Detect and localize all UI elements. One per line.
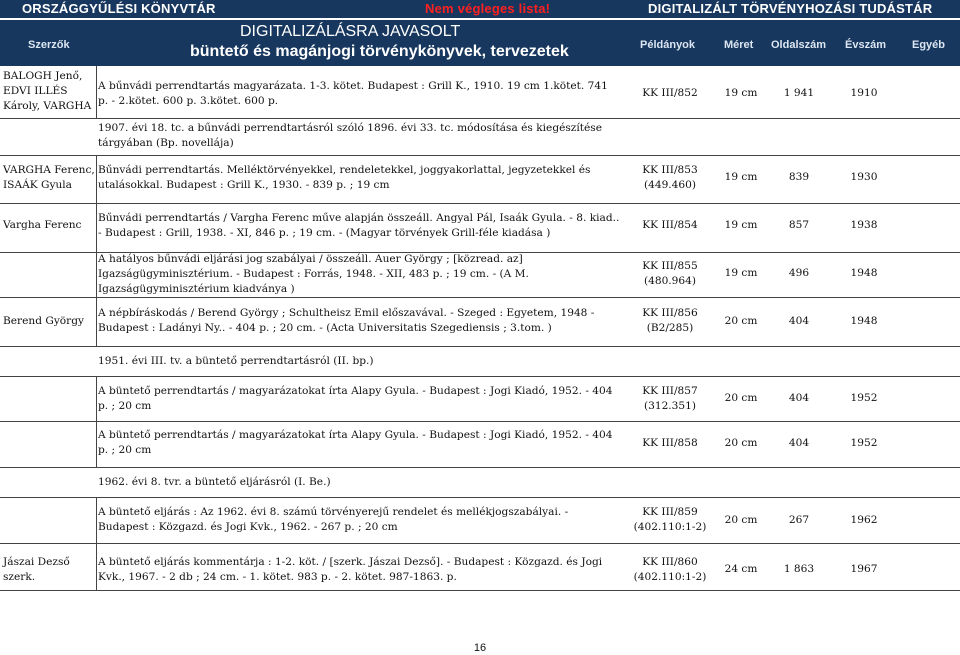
header-other: Egyéb bbox=[912, 39, 946, 51]
column-divider bbox=[96, 66, 97, 118]
row-divider bbox=[0, 543, 960, 544]
size-cell: 20 cm bbox=[724, 392, 758, 404]
header-pages: Oldalszám bbox=[771, 39, 827, 51]
pages-cell: 1 941 bbox=[783, 87, 815, 99]
year-cell: 1948 bbox=[850, 315, 878, 327]
row-divider bbox=[0, 346, 960, 347]
description-cell: A büntető perrendtartás / magyarázatokat írta Alapy Gyula. - Budapest : Jogi Kiadó, 1952. - 404 p. ; 20 cm bbox=[98, 429, 613, 456]
header-title-line2: büntető és magánjogi törvénykönyvek, tervezetek bbox=[190, 43, 569, 60]
author-cell: BALOGH Jenő, EDVI ILLÉS Károly, VARGHA bbox=[3, 70, 92, 112]
description-cell: Bűnvádi perrendtartás / Vargha Ferenc műve alapján összeáll. Angyal Pál, Isaák Gyula. - 8. kiad.. - Budapest : Grill, 1938. - XI, 846 p. ; 19 cm. - (Magyar törvények Grill-féle kiadása ) bbox=[98, 212, 620, 239]
size-cell: 20 cm bbox=[724, 514, 758, 526]
header-year: Évszám bbox=[845, 39, 886, 51]
row-divider bbox=[0, 118, 960, 119]
copy-cell: KK III/860 (402.110:1-2) bbox=[633, 556, 707, 583]
description-cell: A bűnvádi perrendtartás magyarázata. 1-3. kötet. Budapest : Grill K., 1910. 19 cm 1.kötet. 741 p. - 2.kötet. 600 p. 3.kötet. 600 p. bbox=[98, 80, 608, 107]
author-cell: Berend György bbox=[3, 315, 85, 327]
column-divider bbox=[96, 376, 97, 467]
row-divider bbox=[0, 203, 960, 204]
copy-cell: KK III/852 bbox=[642, 87, 698, 99]
copy-cell: KK III/855 (480.964) bbox=[642, 260, 698, 287]
year-cell: 1952 bbox=[850, 437, 878, 449]
header-copies: Példányok bbox=[640, 39, 696, 51]
pages-cell: 839 bbox=[788, 171, 810, 183]
row-divider bbox=[0, 467, 960, 468]
row-divider bbox=[0, 590, 960, 591]
size-cell: 20 cm bbox=[724, 437, 758, 449]
header-size: Méret bbox=[724, 39, 754, 51]
page-number: 16 bbox=[473, 642, 487, 654]
section-heading: 1907. évi 18. tc. a bűnvádi perrendtartásról szóló 1896. évi 33. tc. módosítása és kiegészítése tárgyában (Bp. novellája) bbox=[98, 122, 603, 149]
section-heading: 1962. évi 8. tvr. a büntető eljárásról (I. Be.) bbox=[98, 476, 331, 488]
copy-cell: KK III/854 bbox=[642, 219, 698, 231]
column-divider bbox=[96, 155, 97, 346]
year-cell: 1952 bbox=[850, 392, 878, 404]
column-divider bbox=[96, 497, 97, 590]
pages-cell: 857 bbox=[788, 219, 810, 231]
description-cell: A népbíráskodás / Berend György ; Schultheisz Emil előszavával. - Szeged : Egyetem, 1948 - Budapest : Ladányi Ny.. - 404 p. ; 20 cm. - (Acta Universitatis Szegediensis ; 3.tom. ) bbox=[98, 307, 595, 334]
description-cell: Bűnvádi perrendtartás. Melléktörvényekkel, rendeletekkel, joggyakorlattal, jegyzetekkel és utalásokkal. Budapest : Grill K., 1930. - 839 p. ; 19 cm bbox=[98, 164, 591, 191]
section-heading: 1951. évi III. tv. a büntető perrendtartásról (II. bp.) bbox=[98, 355, 374, 367]
repository-name: DIGITALIZÁLT TÖRVÉNYHOZÁSI TUDÁSTÁR bbox=[648, 1, 933, 16]
header-authors: Szerzők bbox=[28, 39, 70, 51]
header-title-line1: DIGITALIZÁLÁSRA JAVASOLT bbox=[240, 23, 461, 40]
year-cell: 1910 bbox=[850, 87, 878, 99]
author-cell: Jászai Dezső szerk. bbox=[3, 556, 70, 583]
description-cell: A hatályos bűnvádi eljárási jog szabályai / összeáll. Auer György ; [közread. az] Igazságügyminisztérium. - Budapest : Forrás, 1948. - XII, 483 p. ; 19 cm. - (A M. Igazságügyminisztérium kiadványa ) bbox=[98, 253, 529, 295]
pages-cell: 1 863 bbox=[783, 563, 815, 575]
pages-cell: 404 bbox=[788, 437, 810, 449]
author-cell: VARGHA Ferenc, ISAÁK Gyula bbox=[3, 164, 95, 191]
pages-cell: 496 bbox=[788, 267, 810, 279]
copy-cell: KK III/858 bbox=[642, 437, 698, 449]
row-divider bbox=[0, 155, 960, 156]
copy-cell: KK III/856 (B2/285) bbox=[642, 307, 698, 334]
size-cell: 19 cm bbox=[724, 87, 758, 99]
table-header bbox=[0, 20, 960, 66]
description-cell: A büntető eljárás kommentárja : 1-2. köt. / [szerk. Jászai Dezső]. - Budapest : Közgazd. és Jogi Kvk., 1967. - 2 db ; 24 cm. - 1. kötet. 983 p. - 2. kötet. 987-1863. p. bbox=[98, 556, 603, 583]
size-cell: 19 cm bbox=[724, 171, 758, 183]
description-cell: A büntető perrendtartás / magyarázatokat írta Alapy Gyula. - Budapest : Jogi Kiadó, 1952. - 404 p. ; 20 cm bbox=[98, 385, 613, 412]
pages-cell: 267 bbox=[788, 514, 810, 526]
top-banner bbox=[0, 0, 960, 18]
row-divider bbox=[0, 297, 960, 298]
size-cell: 20 cm bbox=[724, 315, 758, 327]
pages-cell: 404 bbox=[788, 315, 810, 327]
draft-warning: Nem végleges lista! bbox=[425, 1, 551, 16]
pages-cell: 404 bbox=[788, 392, 810, 404]
year-cell: 1948 bbox=[850, 267, 878, 279]
description-cell: A büntető eljárás : Az 1962. évi 8. számú törvényerejű rendelet és mellékjogszabályai. - Budapest : Közgazd. és Jogi Kvk., 1962. - 267 p. ; 20 cm bbox=[98, 506, 569, 533]
row-divider bbox=[0, 497, 960, 498]
copy-cell: KK III/853 (449.460) bbox=[642, 164, 698, 191]
year-cell: 1967 bbox=[850, 563, 878, 575]
year-cell: 1962 bbox=[850, 514, 878, 526]
year-cell: 1930 bbox=[850, 171, 878, 183]
size-cell: 24 cm bbox=[724, 563, 758, 575]
row-divider bbox=[0, 376, 960, 377]
library-name: ORSZÁGGYŰLÉSI KÖNYVTÁR bbox=[22, 1, 216, 16]
size-cell: 19 cm bbox=[724, 219, 758, 231]
row-divider bbox=[0, 421, 960, 422]
year-cell: 1938 bbox=[850, 219, 878, 231]
copy-cell: KK III/857 (312.351) bbox=[642, 385, 698, 412]
copy-cell: KK III/859 (402.110:1-2) bbox=[633, 506, 707, 533]
size-cell: 19 cm bbox=[724, 267, 758, 279]
author-cell: Vargha Ferenc bbox=[3, 219, 82, 231]
